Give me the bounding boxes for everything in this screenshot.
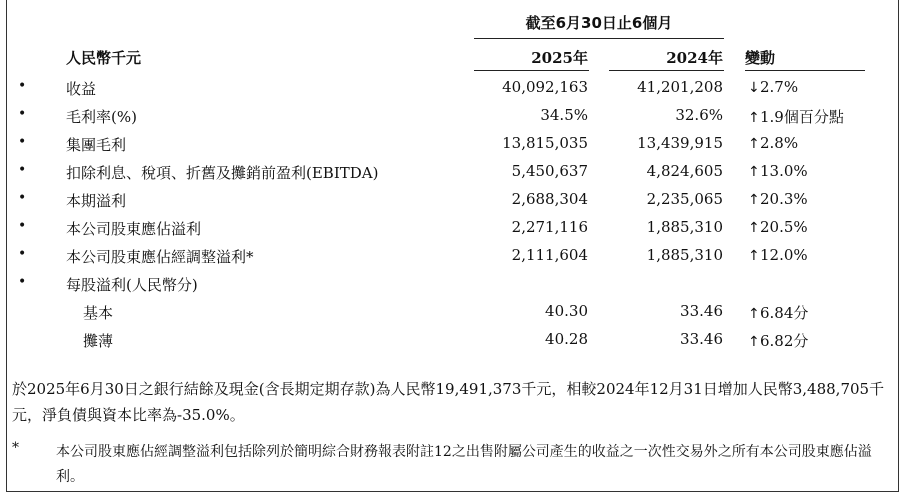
period-rule: [474, 38, 724, 39]
arrow-up-icon: ↑: [748, 334, 760, 350]
change-cell: [748, 330, 808, 351]
footnote-text: 本公司股東應佔經調整溢利包括除列於簡明綜合財務報表附註12之出售附屬公司產生的收益之一次性交易外之所有本公司股東應佔溢利。: [56, 444, 872, 485]
value-2024: 41,201,208: [637, 78, 723, 96]
value-2024: 32.6%: [675, 106, 723, 124]
row-label: 扣除利息、稅項、折舊及攤銷前盈利(EBITDA): [66, 164, 379, 182]
bullet-icon: •: [18, 162, 27, 178]
change-heading: 變動: [745, 49, 776, 67]
change-value: 12.0%: [760, 246, 808, 264]
change-cell: [748, 78, 798, 96]
table-row: [0, 246, 900, 272]
value-2024: 33.46: [680, 330, 723, 348]
row-label: 收益: [66, 80, 97, 98]
row-label: 集團毛利: [66, 136, 127, 154]
value-2025: 40.28: [545, 330, 588, 348]
value-2024: 13,439,915: [637, 134, 723, 152]
row-label: 本期溢利: [66, 192, 127, 210]
row-label: 攤薄: [83, 332, 114, 350]
unit-heading: 人民幣千元: [66, 49, 142, 67]
footnote-mark: *: [12, 440, 19, 456]
change-value: 6.82分: [760, 332, 809, 350]
period-heading: 截至6月30日止6個月: [525, 14, 673, 32]
year-2025-heading: 2025年: [531, 49, 588, 67]
value-2024: 1,885,310: [646, 246, 723, 264]
arrow-down-icon: ↓: [748, 80, 760, 96]
row-label: 本公司股東應佔溢利: [66, 220, 202, 238]
change-value: 2.8%: [760, 134, 799, 152]
arrow-up-icon: ↑: [748, 306, 760, 322]
row-label: 本公司股東應佔經調整溢利*: [66, 248, 254, 266]
bullet-icon: •: [18, 190, 27, 206]
bullet-icon: •: [18, 106, 27, 122]
value-2024: 1,885,310: [646, 218, 723, 236]
change-value: 20.3%: [760, 190, 808, 208]
arrow-up-icon: ↑: [748, 220, 760, 236]
value-2025: 2,111,604: [511, 246, 588, 264]
value-2024: 2,235,065: [646, 190, 723, 208]
table-row: [0, 162, 900, 188]
change-cell: [748, 106, 844, 127]
change-cell: [748, 134, 798, 152]
bullet-icon: •: [18, 246, 27, 262]
bullet-icon: •: [18, 218, 27, 234]
year-2024-heading: 2024年: [666, 49, 723, 67]
arrow-up-icon: ↑: [748, 164, 760, 180]
arrow-up-icon: ↑: [748, 248, 760, 264]
arrow-up-icon: ↑: [748, 136, 760, 152]
change-cell: [748, 162, 808, 180]
value-2025: 13,815,035: [502, 134, 588, 152]
row-label: 每股溢利(人民幣分): [66, 276, 198, 294]
row-label: 毛利率(%): [66, 108, 137, 126]
change-value: 1.9個百分點: [760, 108, 844, 126]
year-2024-rule: [609, 70, 724, 71]
table-row: [0, 134, 900, 160]
bullet-icon: •: [18, 134, 27, 150]
value-2025: 34.5%: [540, 106, 588, 124]
change-value: 2.7%: [760, 78, 799, 96]
value-2025: 2,271,116: [511, 218, 588, 236]
table-row: [0, 274, 900, 300]
change-value: 13.0%: [760, 162, 808, 180]
table-row: [0, 330, 900, 356]
table-row: [0, 218, 900, 244]
change-value: 20.5%: [760, 218, 808, 236]
change-cell: [748, 218, 808, 236]
table-row: [0, 106, 900, 132]
table-row: [0, 78, 900, 104]
value-2024: 33.46: [680, 302, 723, 320]
change-cell: [748, 190, 808, 208]
change-cell: [748, 246, 808, 264]
change-value: 6.84分: [760, 304, 809, 322]
value-2025: 5,450,637: [511, 162, 588, 180]
cash-paragraph: 於2025年6月30日之銀行結餘及現金(含長期定期存款)為人民幣19,491,373千元，相較2024年12月31日增加人民幣3,488,705千元，淨負債與資本比率為-35.0%。: [12, 380, 885, 424]
bullet-icon: •: [18, 274, 27, 290]
table-row: [0, 190, 900, 216]
value-2025: 40,092,163: [502, 78, 588, 96]
value-2025: 40.30: [545, 302, 588, 320]
arrow-up-icon: ↑: [748, 192, 760, 208]
year-2025-rule: [474, 70, 589, 71]
value-2024: 4,824,605: [646, 162, 723, 180]
row-label: 基本: [83, 304, 114, 322]
change-cell: [748, 302, 808, 323]
arrow-up-icon: ↑: [748, 110, 760, 126]
change-rule: [745, 70, 865, 71]
value-2025: 2,688,304: [511, 190, 588, 208]
bullet-icon: •: [18, 78, 27, 94]
table-row: [0, 302, 900, 328]
